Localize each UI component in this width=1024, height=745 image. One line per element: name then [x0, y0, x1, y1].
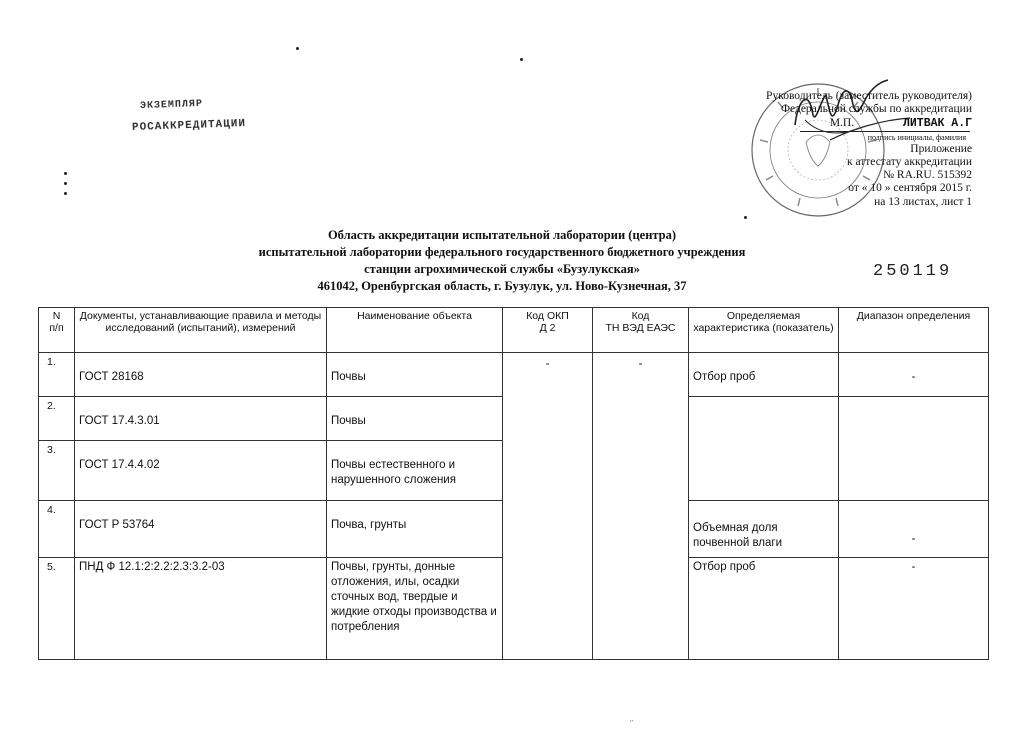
row-object: Почвы: [327, 353, 503, 397]
approval-signer: [830, 117, 972, 130]
table-header-row: [39, 308, 989, 353]
row-object: Почвы: [327, 397, 503, 441]
row-characteristic: Объемная доля почвенной влаги: [689, 501, 839, 558]
merged-okp-cell: [503, 353, 593, 660]
row-range: -: [839, 501, 989, 558]
scan-speck-bottom: ᵕ: [630, 716, 633, 727]
header-object: Наименование объекта: [327, 308, 503, 353]
row-range: [839, 441, 989, 501]
merged-tnved-cell: [593, 353, 689, 660]
row-range: -: [839, 558, 989, 660]
row-doc: ГОСТ 17.4.4.02: [75, 441, 327, 501]
copy-stamp: ЭКЗЕМПЛЯР: [139, 98, 204, 113]
approval-signer-name: ЛИТВАК А.Г: [902, 117, 972, 130]
row-characteristic: Отбор проб: [689, 558, 839, 660]
approval-mp: М.П.: [829, 117, 855, 129]
row-object: Почва, грунты: [327, 501, 503, 558]
row-characteristic: Отбор проб: [689, 353, 839, 397]
doc-title-line-2: испытательной лаборатории федерального государственного бюджетного учреждения: [258, 245, 746, 259]
row-range: [839, 397, 989, 441]
attestat-date: от « 10 » сентября 2015 г.: [848, 182, 972, 194]
row-num: 4.: [39, 501, 75, 558]
sheet-count: на 13 листах, лист 1: [874, 196, 972, 208]
table-row: [39, 353, 989, 397]
accreditation-table: [38, 307, 989, 660]
tnved-value: -: [638, 358, 643, 370]
row-num: 5.: [39, 558, 75, 660]
row-characteristic: [689, 441, 839, 501]
appendix-attestat: к аттестату аккредитации: [846, 156, 972, 168]
row-range: -: [839, 353, 989, 397]
header-docs: Документы, устанавливающие правила и методы исследований (испытаний), измерений: [75, 308, 327, 353]
header-tnved: Код ТН ВЭД ЕАЭС: [593, 308, 689, 353]
row-doc: ГОСТ 28168: [75, 353, 327, 397]
appendix-label: Приложение: [910, 143, 972, 155]
row-num: 3.: [39, 441, 75, 501]
row-num: 2.: [39, 397, 75, 441]
agency-stamp: РОСАККРЕДИТАЦИИ: [131, 118, 247, 134]
approval-agency: Федеральной службы по аккредитации: [780, 103, 972, 115]
row-doc: ГОСТ Р 53764: [75, 501, 327, 558]
okp-value: -: [545, 358, 550, 370]
row-doc: ПНД Ф 12.1:2:2.2:2.3:3.2-03: [75, 558, 327, 660]
attestat-number: № RA.RU. 515392: [883, 169, 972, 181]
registration-number: 250119: [873, 262, 953, 281]
header-range: Диапазон определения: [839, 308, 989, 353]
row-object: Почвы естественного и нарушенного сложения: [327, 441, 503, 501]
row-doc: ГОСТ 17.4.3.01: [75, 397, 327, 441]
row-num: 1.: [39, 353, 75, 397]
doc-title-line-3: станции агрохимической службы «Бузулукская»: [364, 262, 640, 276]
doc-title-line-1: Область аккредитации испытательной лаборатории (центра): [327, 228, 677, 242]
header-num: N п/п: [39, 308, 75, 353]
header-characteristic: Определяемая характеристика (показатель): [689, 308, 839, 353]
doc-title-address: 461042, Оренбургская область, г. Бузулук, ул. Ново-Кузнечная, 37: [317, 279, 687, 293]
row-characteristic: [689, 397, 839, 441]
row-object: Почвы, грунты, донные отложения, илы, осадки сточных вод, твердые и жидкие отходы производства и потребления: [327, 558, 503, 660]
approval-position: Руководитель (заместитель руководителя): [766, 90, 972, 102]
approval-caption: подпись инициалы, фамилия: [867, 133, 966, 142]
header-okp: Код ОКП Д 2: [503, 308, 593, 353]
